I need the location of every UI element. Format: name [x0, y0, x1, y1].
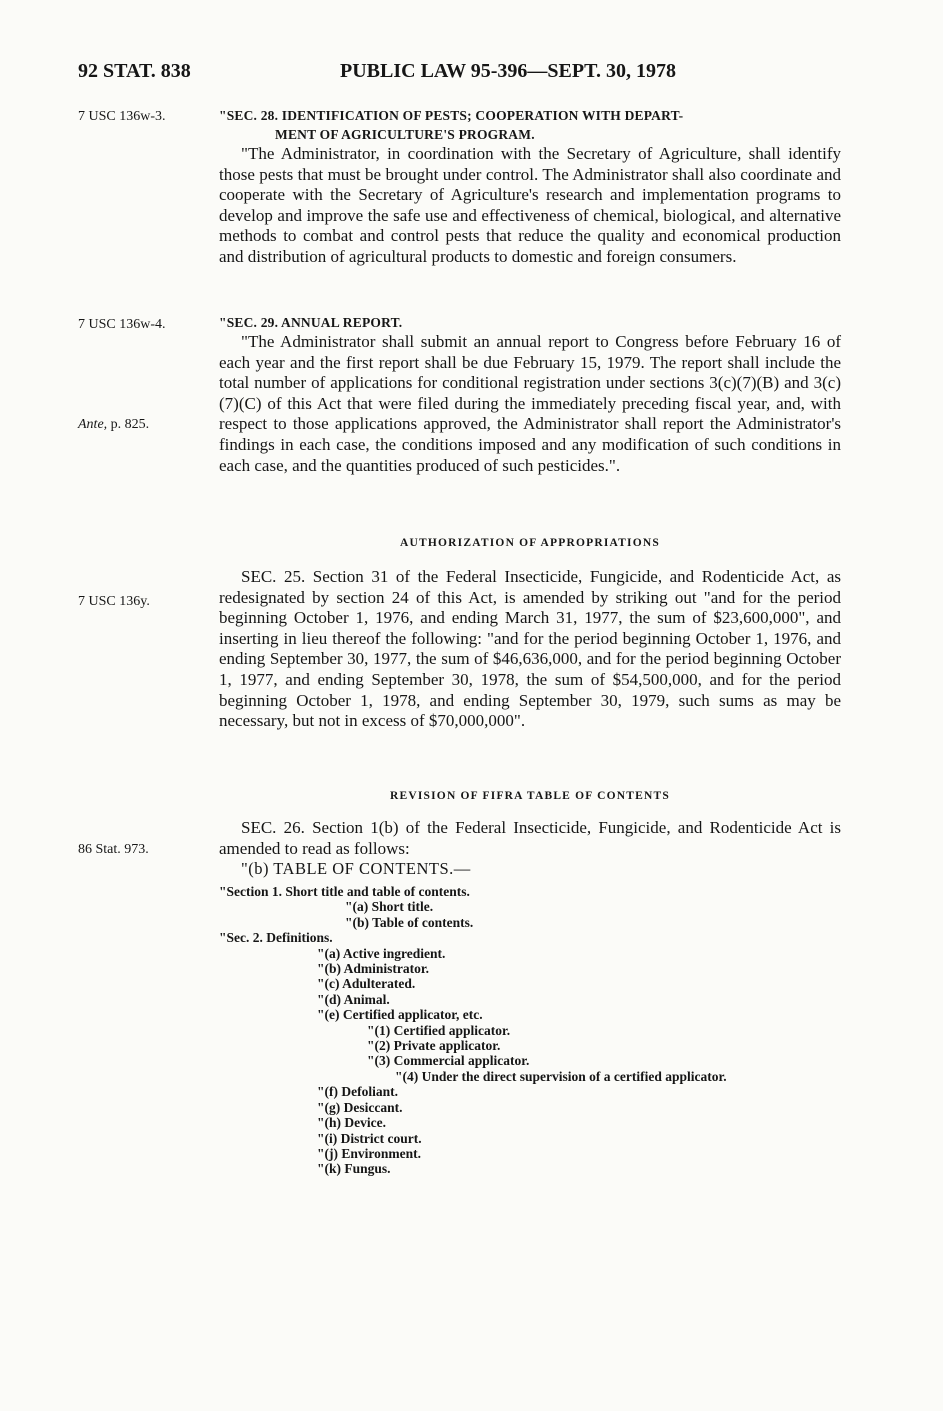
- authorization-heading: AUTHORIZATION OF APPROPRIATIONS: [400, 537, 660, 549]
- statute-page-reference: 92 STAT. 838: [78, 60, 191, 82]
- toc-entry: "(e) Certified applicator, etc.: [317, 1007, 483, 1023]
- margin-note-ante-word: Ante,: [78, 417, 108, 432]
- toc-entry: "Section 1. Short title and table of contents.: [219, 884, 470, 899]
- toc-entry: "(c) Adulterated.: [317, 976, 416, 992]
- toc-entry: "(4) Under the direct supervision of a certified applicator.: [395, 1068, 727, 1084]
- section-28: [219, 106, 841, 268]
- table-of-contents-title: "(b) TABLE OF CONTENTS.—: [241, 859, 471, 879]
- section-26: [219, 818, 841, 880]
- toc-entry: "(1) Certified applicator.: [367, 1022, 511, 1038]
- margin-note-usc-136w-4: 7 USC 136w-4.: [78, 317, 166, 332]
- margin-note-usc-136y: 7 USC 136y.: [78, 594, 150, 609]
- toc-entry: "(j) Environment.: [317, 1145, 421, 1161]
- revision-heading: REVISION OF FIFRA TABLE OF CONTENTS: [389, 790, 671, 802]
- toc-entry: "(b) Administrator.: [317, 961, 430, 977]
- margin-note-ante: [78, 416, 149, 434]
- section-28-text: "The Administrator, in coordination with the Secretary of Agriculture, shall identify those pests that must be brought under control. The Administrator shall also coordinate and cooperate with the Secretary of Agriculture's research and implementation programs to develop and improve the safe use and effectiveness of chemical, biological, and alternative methods to combat and control pests that reduce the quality and economical production and distribution of agricultural products to domestic and foreign consumers.: [219, 144, 841, 266]
- section-25: [219, 567, 841, 732]
- toc-entry: "(h) Device.: [317, 1115, 386, 1131]
- margin-note-86-stat: 86 Stat. 973.: [78, 842, 149, 857]
- margin-note-ante-page: p. 825.: [107, 417, 150, 432]
- section-29-text: "The Administrator shall submit an annual report to Congress before February 16 of each year and the first report shall be due February 15, 1979. The report shall include the total number of applications for conditional registration under sections 3(c)(7)(B) and 3(c)(7)(C) of this Act that were filed during the immediately preceding fiscal year, and, with respect to those applications approved, the Administrator shall report the Administrator's findings in each case, the conditions imposed and any modification of such conditions in each case, and the quantities produced of such pesticides.".: [219, 332, 841, 475]
- section-29: [219, 313, 841, 476]
- toc-entry: "(a) Active ingredient.: [317, 945, 446, 961]
- section-29-heading: "SEC. 29. ANNUAL REPORT.: [219, 315, 403, 330]
- section-28-heading: [219, 106, 841, 144]
- law-title: PUBLIC LAW 95-396—SEPT. 30, 1978: [340, 60, 676, 82]
- margin-note-usc-136w-3: 7 USC 136w-3.: [78, 109, 166, 124]
- toc-entry: "(g) Desiccant.: [317, 1099, 403, 1115]
- section-26-text: SEC. 26. Section 1(b) of the Federal Insecticide, Fungicide, and Rodenticide Act is amended to read as follows:: [219, 818, 841, 858]
- toc-entry: "(b) Table of contents.: [345, 914, 474, 930]
- toc-entry: "(i) District court.: [317, 1130, 422, 1146]
- section-28-heading-line2: MENT OF AGRICULTURE'S PROGRAM.: [275, 127, 535, 142]
- toc-entry: "(f) Defoliant.: [317, 1084, 398, 1100]
- toc-entry: "(d) Animal.: [317, 991, 390, 1007]
- toc-entry: "Sec. 2. Definitions.: [219, 930, 333, 946]
- toc-entry: "(a) Short title.: [345, 899, 434, 915]
- toc-entry: "(3) Commercial applicator.: [367, 1053, 530, 1069]
- section-25-text: SEC. 25. Section 31 of the Federal Insecticide, Fungicide, and Rodenticide Act, as redesignated by section 24 of this Act, is amended by striking out "and for the period beginning October 1, 1976, and ending March 31, 1977, the sum of $23,600,000", and inserting in lieu thereof the following: "and for the period beginning October 1, 1976, and ending September 30, 1977, the sum of $46,636,000, and for the period beginning October 1, 1977, and ending September 30, 1978, the sum of $54,500,000, and for the period beginning October 1, 1978, and ending September 30, 1979, such sums as may be necessary, but not in excess of $70,000,000".: [219, 567, 841, 731]
- toc-entry: "(2) Private applicator.: [367, 1038, 501, 1054]
- section-28-heading-line1: "SEC. 28. IDENTIFICATION OF PESTS; COOPERATION WITH DEPART-: [219, 108, 684, 123]
- table-of-contents: [219, 884, 859, 1177]
- page-header: [78, 60, 838, 86]
- toc-entry: "(k) Fungus.: [317, 1161, 391, 1177]
